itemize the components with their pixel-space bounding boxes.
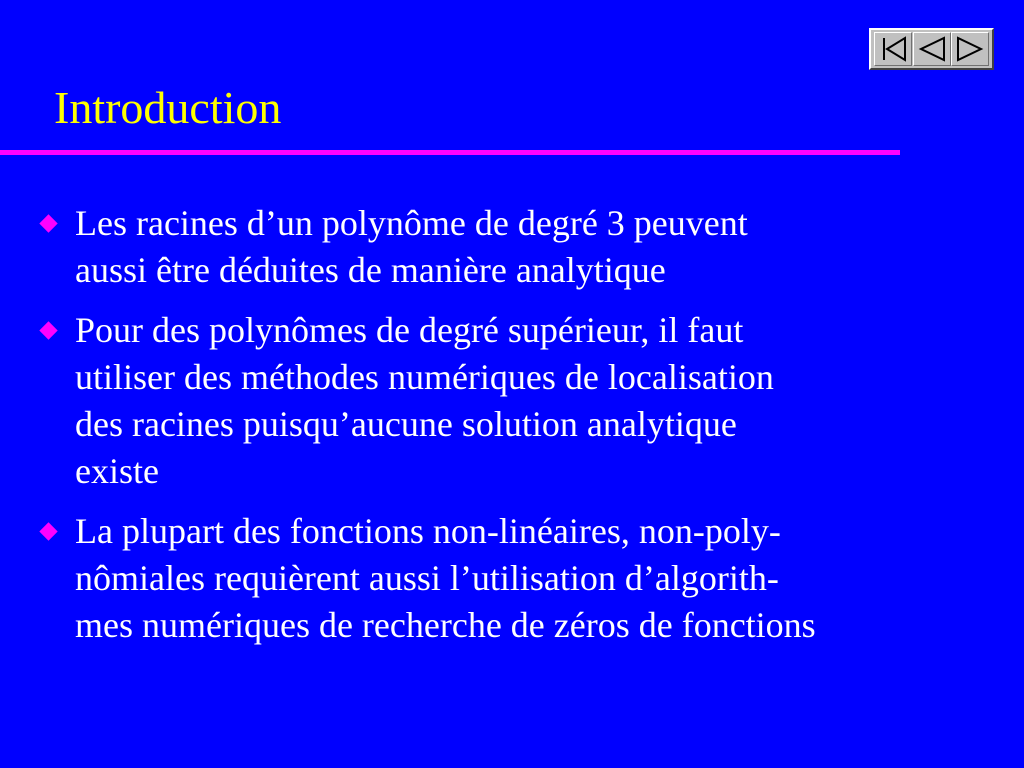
first-slide-icon xyxy=(878,36,908,62)
bullet-line: utiliser des méthodes numériques de localisation xyxy=(75,357,774,397)
previous-slide-icon xyxy=(917,36,947,62)
diamond-bullet-icon xyxy=(39,522,57,540)
diamond-bullet-icon xyxy=(39,214,57,232)
bullet-line: des racines puisqu’aucune solution analytique xyxy=(75,404,737,444)
bullet-line: nômiales requièrent aussi l’utilisation d’algorith- xyxy=(75,558,779,598)
bullet-item xyxy=(40,307,1020,495)
diamond-bullet-icon xyxy=(39,321,57,339)
bullet-line: Les racines d’un polynôme de degré 3 peuvent xyxy=(75,203,748,243)
bullet-item xyxy=(40,508,1020,649)
bullet-line: La plupart des fonctions non-linéaires, non-poly- xyxy=(75,511,781,551)
slide-navigation-bar xyxy=(869,28,994,70)
title-divider xyxy=(0,150,900,155)
next-slide-button[interactable] xyxy=(951,32,989,66)
first-slide-button[interactable] xyxy=(874,32,912,66)
bullet-line: mes numériques de recherche de zéros de fonctions xyxy=(75,605,816,645)
bullet-item xyxy=(40,200,1020,294)
bullet-line: Pour des polynômes de degré supérieur, il faut xyxy=(75,310,744,350)
bullet-line: existe xyxy=(75,451,159,491)
bullet-line: aussi être déduites de manière analytique xyxy=(75,250,666,290)
previous-slide-button[interactable] xyxy=(913,32,951,66)
bullet-list xyxy=(40,200,1020,662)
next-slide-icon xyxy=(955,36,985,62)
slide-title: Introduction xyxy=(54,82,282,133)
